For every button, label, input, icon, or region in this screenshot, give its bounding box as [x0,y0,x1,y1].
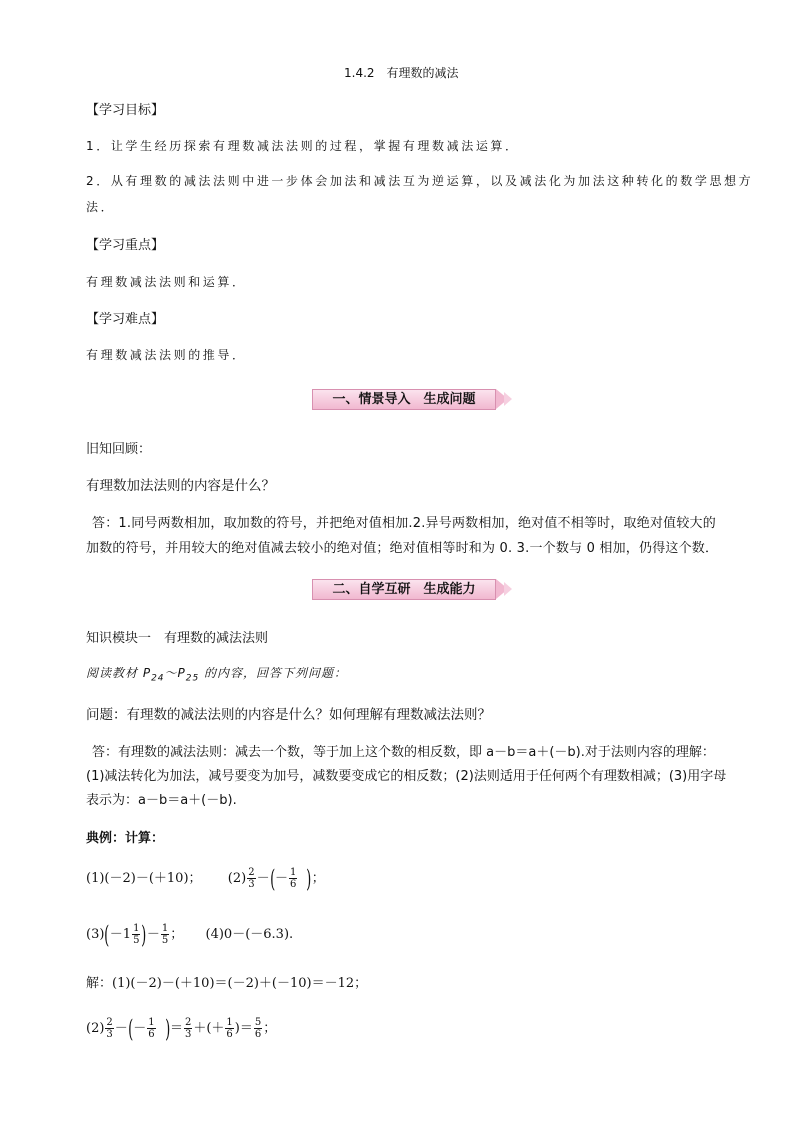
solution-line-1: 解：(1)(－2)－(＋10)＝(－2)＋(－10)＝－12； [86,976,368,991]
objective-item-1: 1．让学生经历探索有理数减法法则的过程，掌握有理数减法运算． [86,139,520,153]
review-label: 旧知回顾： [86,442,152,457]
fraction: $\frac{1}{6}$ [290,867,297,890]
example-2-label: (2) [227,871,247,886]
example-4: (4)0－(－6.3). [205,927,294,942]
right-paren: ) [306,864,312,893]
semicolon: ； [311,871,325,886]
difficulties-heading: 【学习难点】 [86,312,165,327]
fraction: $\frac{1}{5}$ [133,923,140,946]
review-question: 有理数加法法则的内容是什么？ [86,478,275,494]
rule-question: 问题：有理数的减法法则的内容是什么？如何理解有理数减法法则？ [86,707,491,723]
right-paren: ) [141,920,147,949]
left-paren: ( [127,1014,134,1043]
example-3-label: (3) [86,927,105,942]
example-1: (1)(－2)－(＋10)； [86,871,202,886]
left-paren: ( [269,864,275,893]
reading-post: 的内容，回答下列问题： [199,666,348,680]
solution-2-label: (2) [86,1021,105,1036]
fraction: $\frac{2}{3}$ [106,1017,113,1040]
review-answer-line-2: 加数的符号，并用较大的绝对值减去较小的绝对值；绝对值相等时和为 0. 3.一个数与 0 相加，仍得这个数． [86,541,719,556]
fraction: $\frac{1}{5}$ [161,923,169,946]
example-row-2 [86,918,293,952]
plus-term: ＋(＋ [193,1021,225,1036]
banner-arrow-icon [504,392,512,406]
solution-line-2: (2) $\frac{2}{3}$ －(－ $\frac{1}{6}$ )＝ $\frac{2}{3}$ ＋(＋ $\frac{1}{6}$ )＝ $\frac{5}{6}$ ； [86,1014,277,1043]
fraction: $\frac{1}{6}$ [226,1017,233,1040]
example-label: 典例：计算： [86,831,165,846]
review-answer-line-1: 答：1.同号两数相加，取加数的符号，并把绝对值相加.2.异号两数相加，绝对值不相等时，取绝对值较大的 [92,516,716,531]
objectives-heading: 【学习目标】 [86,103,165,118]
section-banner-2 [312,579,512,600]
minus-sign: － [146,927,160,942]
key-points-text: 有理数减法法则和运算． [86,275,247,289]
left-paren: ( [104,920,110,949]
fraction: $\frac{5}{6}$ [254,1017,262,1040]
rule-answer-line-2: (1)减法转化为加法，减号要变为加号，减数要变成它的相反数；(2)法则适用于任何两个有理数相减；(3)用字母 [86,769,727,784]
difficulties-text: 有理数减法法则的推导． [86,348,247,362]
mixed-integer: －1 [109,927,132,942]
equals-sign: )＝ [234,1021,253,1036]
semicolon: ； [170,927,184,942]
minus-sign: － [114,1021,128,1036]
rule-answer-line-3: 表示为：a－b＝a＋(－b). [86,793,237,808]
objective-item-2-line-2: 法． [86,200,116,214]
reading-pre: 阅读教材 P [86,666,152,680]
fraction: $\frac{2}{3}$ [248,867,255,890]
section-banner-2-label: 二、自学互研 生成能力 [312,579,496,600]
fraction: $\frac{1}{6}$ [148,1017,155,1040]
page-title: 1.4.2 有理数的减法 [344,66,459,80]
example-row-1: (1)(－2)－(＋10)； (2) $\frac{2}{3}$ －(－ $\frac{1}{6}$ )； [86,864,325,893]
minus-sign: － [256,871,270,886]
reading-instruction [86,664,347,683]
section-banner-1-label: 一、情景导入 生成问题 [312,389,496,410]
knowledge-module-title: 知识模块一 有理数的减法法则 [86,631,269,646]
banner-arrow-icon [504,582,512,596]
section-banner-1 [312,389,512,410]
rule-answer-line-1: 答：有理数的减法法则：减去一个数，等于加上这个数的相反数，即 a－b＝a＋(－b).对于法则内容的理解： [92,745,715,760]
objective-item-2-line-1: 2．从有理数的减法法则中进一步体会加法和减法互为逆运算，以及减法化为加法这种转化的数学思想方 [86,174,754,188]
reading-mid: ～P [164,666,186,680]
reading-page-end: 25 [185,673,200,684]
right-paren: ) [164,1014,170,1043]
semicolon: ； [263,1021,277,1036]
fraction: $\frac{2}{3}$ [184,1017,192,1040]
equals-sign: ＝ [169,1021,183,1036]
key-points-heading: 【学习重点】 [86,238,165,253]
reading-page-start: 24 [151,673,165,684]
